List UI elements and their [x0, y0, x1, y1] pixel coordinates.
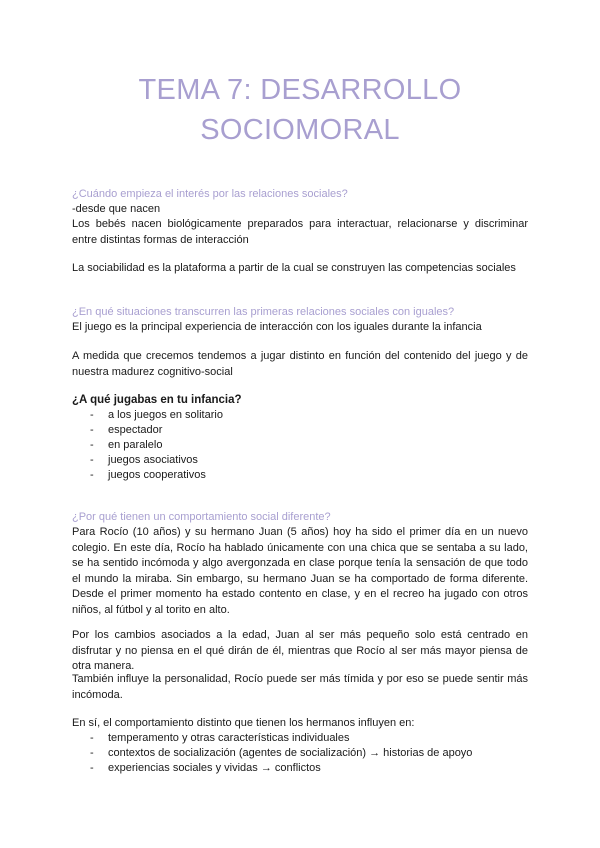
list-item: - experiencias sociales y vividas → conflictos [90, 761, 472, 776]
title-line-1: TEMA 7: DESARROLLO [138, 74, 462, 106]
section2-heading: ¿A qué jugabas en tu infancia? [72, 394, 242, 406]
section2-para1: El juego es la principal experiencia de interacción con los iguales durante la infancia [72, 321, 482, 333]
list-item: - espectador [90, 423, 223, 438]
games-list [90, 408, 223, 483]
section3-para3: También influye la personalidad, Rocío puede ser más tímida y por eso se puede sentir más incómoda. [72, 673, 528, 701]
section3-question: ¿Por qué tienen un comportamiento social diferente? [72, 511, 331, 523]
section2-question: ¿En qué situaciones transcurren las primeras relaciones sociales con iguales? [72, 306, 455, 318]
list-item: - contextos de socialización (agentes de socialización) → historias de apoyo [90, 746, 472, 761]
section1-para2: La sociabilidad es la plataforma a partir de la cual se construyen las competencias sociales [72, 262, 516, 274]
section3-para2: Por los cambios asociados a la edad, Juan al ser más pequeño solo está centrado en disfrutar y no piensa en el qué dirán de él, mientras que Rocío al ser más mayor piensa de otra manera. [72, 629, 528, 672]
list-item: - temperamento y otras características individuales [90, 731, 472, 746]
title-line-2: SOCIOMORAL [200, 114, 400, 146]
section3-para1: Para Rocío (10 años) y su hermano Juan (5 años) hoy ha sido el primer día en un nuevo colegio. En este día, Rocío ha hablado únicamente con una chica que se sentaba a su lado, se ha sentido incómoda y algo avergonzada en clase porque tenía la sensación de que todo el mundo la miraba. Sin embargo, su hermano Juan se ha comportado de forma diferente. Desde el primer momento ha estado contento en clase, y en el recreo ha jugado con otros niños, al fútbol y al torito en alto. [72, 526, 528, 616]
list-item: - juegos cooperativos [90, 468, 223, 483]
list-item: - juegos asociativos [90, 453, 223, 468]
section1-line1: -desde que nacen [72, 203, 161, 215]
section3-para4: En sí, el comportamiento distinto que tienen los hermanos influyen en: [72, 717, 415, 729]
page-title [0, 70, 600, 150]
list-item: - en paralelo [90, 438, 223, 453]
section2-para2: A medida que crecemos tendemos a jugar distinto en función del contenido del juego y de nuestra madurez cognitivo-social [72, 350, 528, 378]
section1-para1: Los bebés nacen biológicamente preparados para interactuar, relacionarse y discriminar entre distintas formas de interacción [72, 218, 528, 246]
influences-list [90, 731, 472, 776]
section1-question: ¿Cuándo empieza el interés por las relaciones sociales? [72, 188, 348, 200]
list-item: - a los juegos en solitario [90, 408, 223, 423]
